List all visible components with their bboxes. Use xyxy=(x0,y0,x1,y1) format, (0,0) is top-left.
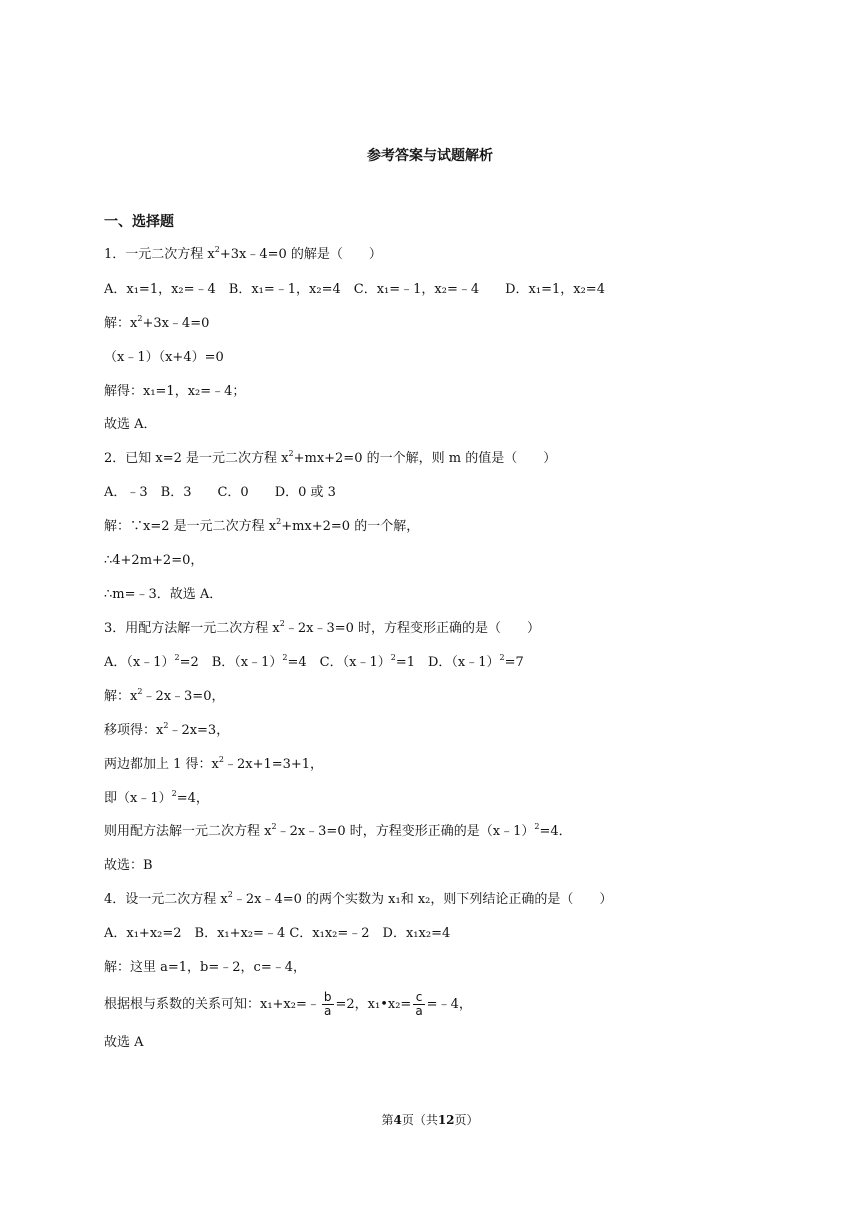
fraction-c-over-a: $\frac{c}{a}$ xyxy=(415,990,423,1018)
question-2-solution-line: ∴4+2m+2=0， xyxy=(104,553,204,568)
question-4-solution-line: 解：这里 a=1，b=﹣2，c=﹣4， xyxy=(104,960,306,975)
question-3-solution-line: 即（x﹣1）$^2$=4， xyxy=(104,789,209,806)
question-1-solution-line: 解得：x₁=1，x₂=﹣4； xyxy=(104,384,246,399)
question-2-solution-line: 解：∵x=2 是一元二次方程 $x^2+mx+2=0$ 的一个解， xyxy=(104,517,420,534)
question-1-solution-line: 解：$x^2+3x﹣4=0$ xyxy=(104,314,210,331)
question-3-answer: 故选：B xyxy=(104,858,153,873)
question-4-solution-line: 根据根与系数的关系可知：x₁+x₂=﹣ $\frac{b}{a}$ =2，x₁•x₂= $\frac{c}{a}$ =﹣4， xyxy=(104,990,472,1018)
section-heading: 一、选择题 xyxy=(104,214,174,230)
question-3-solution-line: 解：$x^2﹣2x﹣3=0$， xyxy=(104,687,225,704)
fraction-b-over-a: $\frac{b}{a}$ xyxy=(323,990,332,1018)
question-1-answer: 故选 A． xyxy=(104,417,157,432)
page-footer: 第4页（共12页） xyxy=(381,1113,479,1127)
page-title: 参考答案与试题解析 xyxy=(367,148,493,164)
question-3-stem: 3．用配方法解一元二次方程 $x^2﹣2x﹣3=0$ 时，方程变形正确的是（ ） xyxy=(104,619,541,636)
question-4-stem: 4．设一元二次方程 $x^2﹣2x﹣4=0$ 的两个实数为 x₁和 x₂，则下列结论正确的是（ ） xyxy=(104,890,613,907)
question-4-answer: 故选 A xyxy=(104,1035,144,1050)
question-2-stem: 2．已知 x=2 是一元二次方程 $x^2+mx+2=0$ 的一个解，则 m 的值是（ ） xyxy=(104,449,557,466)
question-2-options: A．﹣3 B．3 C．0 D．0 或 3 xyxy=(104,485,336,500)
question-3-solution-line: 移项得：$x^2﹣2x=3$， xyxy=(104,721,230,738)
question-1-stem: 1．一元二次方程 $x^2+3x﹣4=0$ 的解是（ ） xyxy=(104,245,382,262)
question-4-options: A．x₁+x₂=2 B．x₁+x₂=﹣4 C．x₁x₂=﹣2 D．x₁x₂=4 xyxy=(104,926,451,941)
question-1-options: A．x₁=1，x₂=﹣4 B．x₁=﹣1，x₂=4 C．x₁=﹣1，x₂=﹣4 D．x₁=1，x₂=4 xyxy=(104,282,605,297)
question-2-answer: ∴m=﹣3．故选 A． xyxy=(104,587,223,602)
question-1-solution-line: （x﹣1）（x+4）=0 xyxy=(104,350,224,365)
question-3-solution-line: 则用配方法解一元二次方程 $x^2﹣2x﹣3=0$ 时，方程变形正确的是（x﹣1）$^2$=4． xyxy=(104,822,572,839)
question-3-solution-line: 两边都加上 1 得：$x^2﹣2x+1=3+1$， xyxy=(104,755,324,772)
question-3-options: A．（x﹣1）$^2$=2 B．（x﹣1）$^2$=4 C．（x﹣1）$^2$=1 D．（x﹣1）$^2$=7 xyxy=(104,653,524,670)
